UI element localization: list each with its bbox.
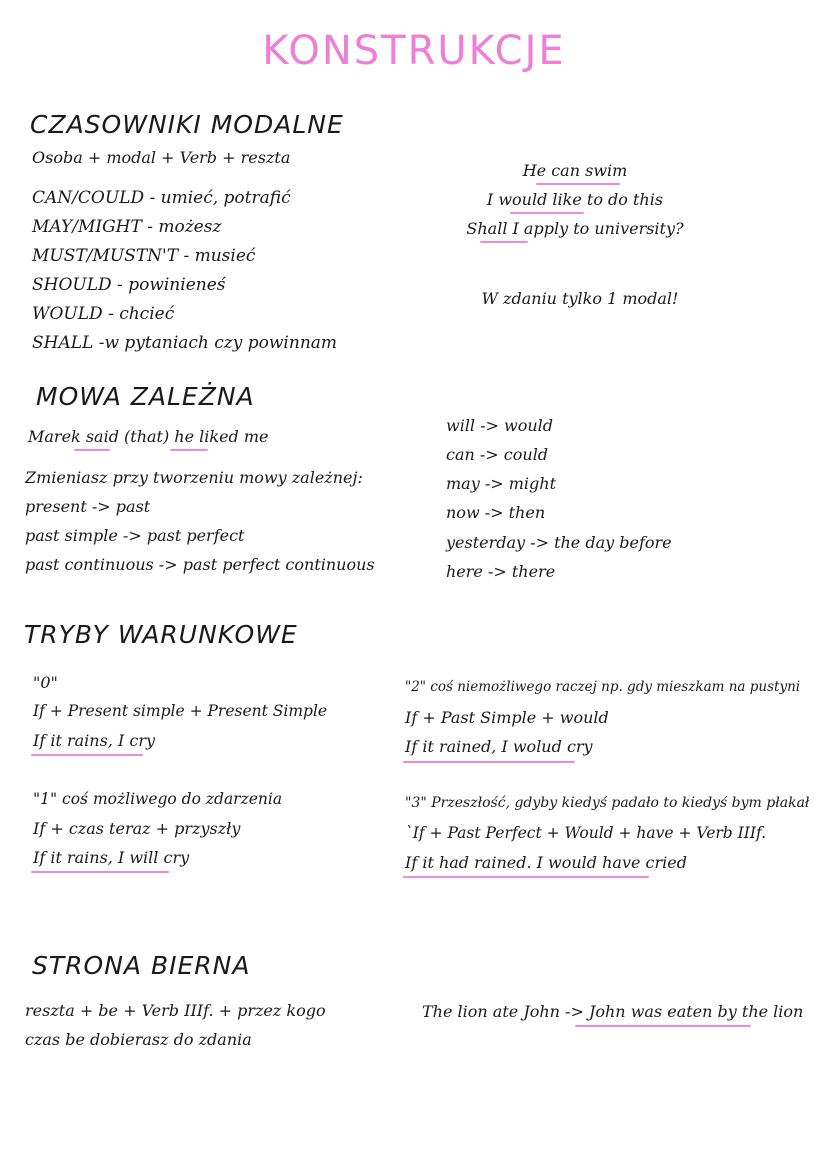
conditional-3-example: If it had rained. I would have cried	[405, 853, 687, 872]
conditional-0-label: "0"	[33, 673, 58, 692]
conditionals-heading: TRYBY WARUNKOWE	[24, 620, 298, 649]
reported-tense: past continuous -> past perfect continuous	[25, 555, 375, 574]
modal-item: MUST/MUSTN'T - musieć	[32, 246, 256, 266]
modal-example: He can swim	[522, 161, 628, 180]
conditional-2-formula: If + Past Simple + would	[405, 708, 609, 727]
conditional-1-label: "1" coś możliwego do zdarzenia	[33, 790, 283, 808]
highlight-underline	[575, 1025, 751, 1027]
passive-note: czas be dobierasz do zdania	[25, 1030, 252, 1049]
passive-example: The lion ate John -> John was eaten by the lion	[422, 1002, 804, 1021]
modal-item: MAY/MIGHT - możesz	[32, 217, 222, 237]
reported-change: yesterday -> the day before	[446, 533, 672, 552]
modal-item: CAN/COULD - umieć, potrafić	[32, 188, 291, 208]
reported-tense: past simple -> past perfect	[25, 526, 245, 545]
conditional-3-label: "3" Przeszłość, gdyby kiedyś padało to kiedyś bym płakał	[405, 795, 810, 811]
reported-change: now -> then	[446, 503, 546, 522]
modal-formula: Osoba + modal + Verb + reszta	[32, 148, 291, 167]
highlight-underline	[480, 241, 528, 243]
reported-example: Marek said (that) he liked me	[28, 427, 269, 446]
conditional-1-example: If it rains, I will cry	[33, 848, 190, 867]
modal-item: SHALL -w pytaniach czy powinnam	[32, 333, 338, 353]
modal-heading: CZASOWNIKI MODALNE	[30, 110, 344, 139]
modal-item: WOULD - chcieć	[32, 304, 175, 324]
conditional-3-formula: `If + Past Perfect + Would + have + Verb IIIf.	[405, 824, 767, 842]
conditional-2-label: "2" coś niemożliwego raczej np. gdy mieszkam na pustyni	[405, 679, 801, 695]
highlight-underline	[31, 754, 143, 756]
highlight-underline	[403, 876, 649, 878]
conditional-0-formula: If + Present simple + Present Simple	[33, 702, 328, 720]
conditional-2-example: If it rained, I wolud cry	[405, 737, 593, 756]
highlight-underline	[403, 761, 575, 763]
highlight-underline	[170, 449, 208, 451]
conditional-0-example: If it rains, I cry	[33, 731, 156, 750]
modal-note: W zdaniu tylko 1 modal!	[481, 289, 679, 308]
highlight-underline	[74, 449, 110, 451]
passive-formula: reszta + be + Verb IIIf. + przez kogo	[25, 1001, 326, 1020]
conditional-1-formula: If + czas teraz + przyszły	[33, 819, 241, 838]
modal-example: I would like to do this	[486, 190, 664, 209]
reported-intro: Zmieniasz przy tworzeniu mowy zależnej:	[25, 468, 363, 487]
highlight-underline	[31, 871, 169, 873]
modal-item: SHOULD - powinieneś	[32, 275, 226, 295]
highlight-underline	[536, 183, 620, 185]
reported-tense: present -> past	[25, 497, 151, 516]
page-title: KONSTRUKCJE	[262, 28, 566, 74]
reported-change: here -> there	[446, 562, 556, 581]
passive-heading: STRONA BIERNA	[32, 951, 251, 980]
reported-change: may -> might	[446, 474, 556, 493]
modal-example: Shall I apply to university?	[466, 219, 684, 238]
reported-change: will -> would	[446, 416, 554, 435]
reported-heading: MOWA ZALEŻNA	[36, 382, 255, 411]
reported-change: can -> could	[446, 445, 549, 464]
highlight-underline	[510, 212, 584, 214]
